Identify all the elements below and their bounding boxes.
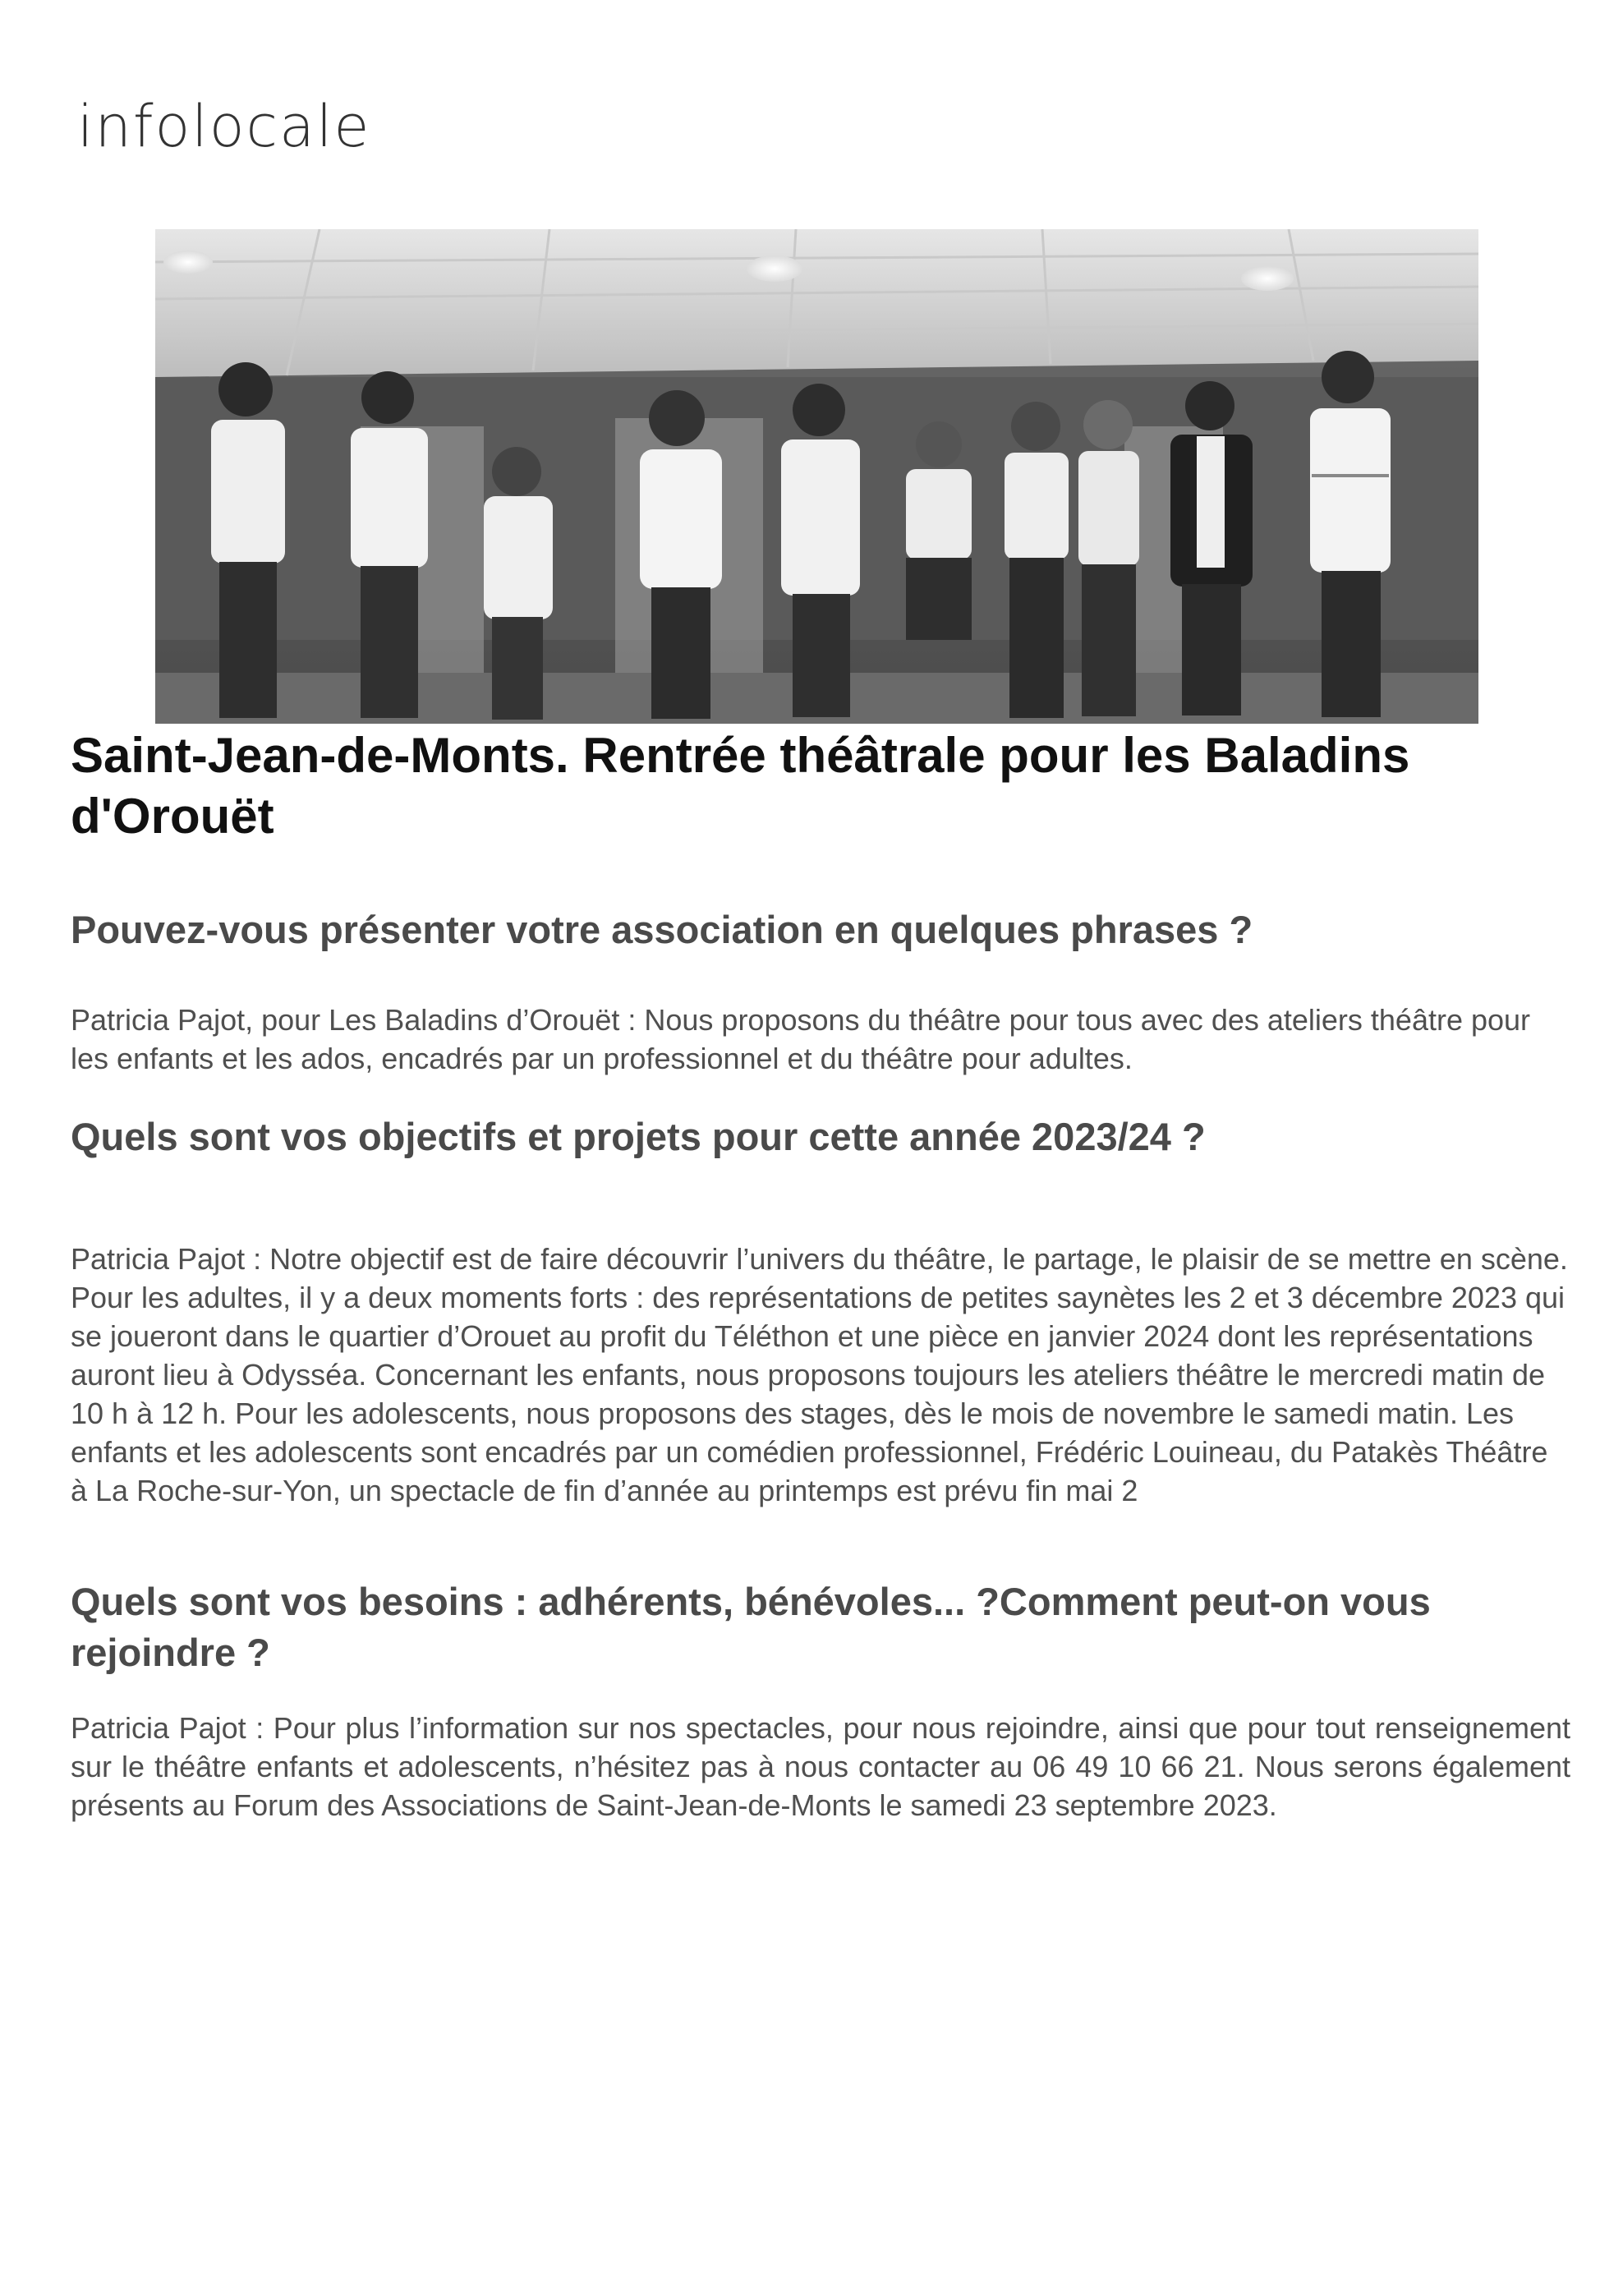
answer-2: Patricia Pajot : Notre objectif est de faire découvrir l’univers du théâtre, le partage, le plaisir de se mettre en scène. Pour les adultes, il y a deux moments forts : des représentations de petites saynètes les 2 et 3 décembre 2023 qui se joueront dans le quartier d’Orouet au profit du Téléthon et une pièce en janvier 2024 dont les représentations auront lieu à Odysséa. Concernant les enfants, nous proposons toujours les ateliers théâtre le mercredi matin de 10 h à 12 h. Pour les adolescents, nous proposons des stages, dès le mois de novembre le samedi matin. Les enfants et les adolescents sont encadrés par un comédien professionnel, Frédéric Louineau, du Patakès Théâtre à La Roche-sur-Yon, un spectacle de fin d’année au printemps est prévu fin mai 2 (71, 1242, 1568, 1507)
answer-3: Patricia Pajot : Pour plus l’information sur nos spectacles, pour nous rejoindre, ainsi que pour tout renseignement sur le théâtre enfants et adolescents, n’hésitez pas à nous contacter au 06 49 10 66 21. Nous serons également présents au Forum des Associations de Saint-Jean-de-Monts le samedi 23 septembre 2023. (71, 1711, 1570, 1822)
infolocale-logo (77, 97, 504, 163)
group-photo (155, 229, 1478, 724)
question-3: Quels sont vos besoins : adhérents, bénévoles... ?Comment peut-on vous rejoindre ? (71, 1580, 1431, 1674)
question-2: Quels sont vos objectifs et projets pour cette année 2023/24 ? (71, 1115, 1206, 1158)
question-1: Pouvez-vous présenter votre association en quelques phrases ? (71, 908, 1253, 951)
answer-1: Patricia Pajot, pour Les Baladins d’Orouët : Nous proposons du théâtre pour tous avec des ateliers théâtre pour les enfants et les ados, encadrés par un professionnel et du théâtre pour adultes. (71, 1003, 1531, 1075)
actors (211, 351, 1391, 720)
logo-text: infolocale (77, 97, 371, 160)
article-title: Saint-Jean-de-Monts. Rentrée théâtrale pour les Baladins d'Orouët (71, 728, 1410, 844)
